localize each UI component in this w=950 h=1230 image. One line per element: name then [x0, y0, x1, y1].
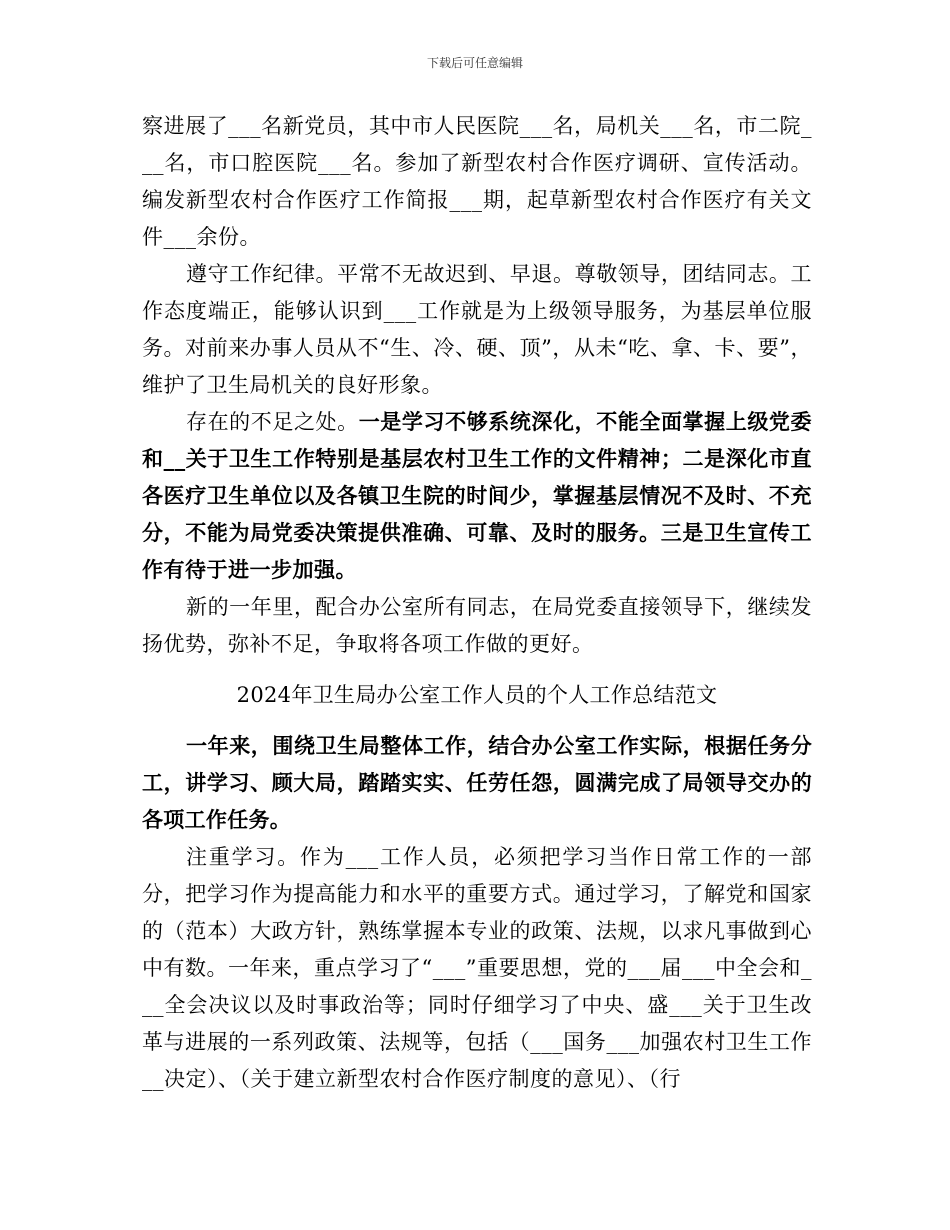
section-title: 2024年卫生局办公室工作人员的个人工作总结范文	[236, 683, 718, 707]
paragraph-study: 注重学习。作为___工作人员，必须把学习当作日常工作的一部分，把学习作为提高能力和水平的重要方式。通过学习，了解党和国家的（范本）大政方针，熟练掌握本专业的政策、法规，以求凡事做到心中有数。一年来，重点学习了“___”重要思想，党的___届___中全会和___全会决议以及时事政治等；同时仔细学习了中央、盛___关于卫生改革与进展的一系列政策、法规等，包括（___国务___加强农村卫生工作__决定）、（关于建立新型农村合作医疗制度的意见）、（行	[142, 845, 812, 1091]
page-header: 下载后可任意编辑	[426, 56, 523, 70]
paragraph-new-year: 新的一年里，配合办公室所有同志，在局党委直接领导下，继续发扬优势，弥补不足，争取将各项工作做的更好。	[142, 595, 812, 656]
paragraph-work-discipline: 遵守工作纪律。平常不无故迟到、早退。尊敬领导，团结同志。工作态度端正，能够认识到___工作就是为上级领导服务，为基层单位服务。对前来办事人员从不“生、冷、硬、顶”，从未“吃、拿、卡、要”，维护了卫生局机关的良好形象。	[142, 262, 812, 397]
paragraph-party-members: 察进展了___名新党员，其中市人民医院___名，局机关___名，市二院___名，市口腔医院___名。参加了新型农村合作医疗调研、宣传活动。编发新型农村合作医疗工作简报___期，起草新型农村合作医疗有关文件___余份。	[142, 114, 812, 249]
shortcomings-lead: 存在的不足之处。	[186, 410, 359, 434]
document-body	[142, 108, 812, 1098]
shortcomings-detail: 一是学习不够系统深化，不能全面掌握上级党委和__关于卫生工作特别是基层农村卫生工作的文件精神；二是深化市直各医疗卫生单位以及各镇卫生院的时间少，掌握基层情况不及时、不充分，不能为局党委决策提供准确、可靠、及时的服务。三是卫生宣传工作有待于进一步加强。	[142, 410, 813, 582]
paragraph-intro: 一年来，围绕卫生局整体工作，结合办公室工作实际，根据任务分工，讲学习、顾大局，踏踏实实、任劳任怨，圆满完成了局领导交办的各项工作任务。	[142, 734, 812, 832]
paragraph-shortcomings	[142, 404, 812, 589]
